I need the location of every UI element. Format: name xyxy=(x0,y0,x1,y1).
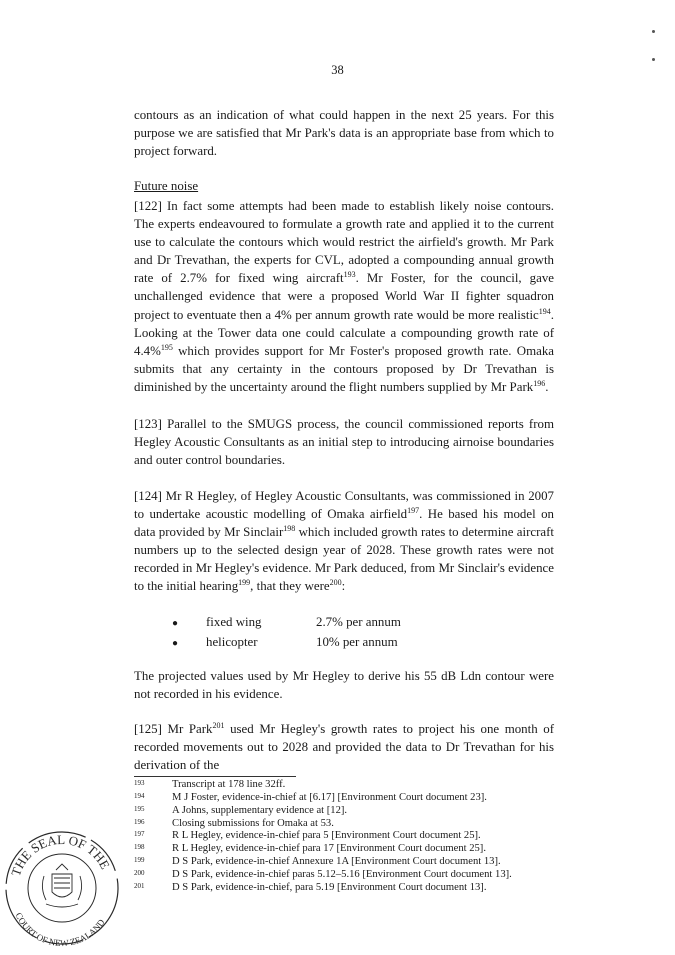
footnote-ref: 199 xyxy=(238,578,251,588)
footnote-text: R L Hegley, evidence-in-chief para 5 [Environment Court document 25]. xyxy=(172,830,481,842)
footnote-text: A Johns, supplementary evidence at [12]. xyxy=(172,804,348,816)
paragraph-intro: contours as an indication of what could happen in the next 25 years. For this purpose we are satisfied that Mr Park's data is an appropriate base from which to project forward. xyxy=(134,108,554,159)
footnote-number: 193 xyxy=(134,779,145,787)
paragraph-text: Mr R Hegley, of Hegley Acoustic Consultants, was commissioned in 2007 to undertake acoustic modelling of Omaka airfield xyxy=(134,489,554,522)
paragraph-number: [123] xyxy=(134,417,162,431)
paragraph-text: . xyxy=(545,379,549,394)
footnote xyxy=(134,856,554,869)
footnote-text: D S Park, evidence-in-chief Annexure 1A [Environment Court document 13]. xyxy=(172,856,501,868)
list-item-label: fixed wing xyxy=(206,615,262,629)
paragraph-projected: The projected values used by Mr Hegley to derive his 55 dB Ldn contour were not recorded in his evidence. xyxy=(134,669,554,702)
paragraph-number: [124] xyxy=(134,489,162,503)
footnote-ref: 194 xyxy=(538,306,551,316)
bullet-icon: ● xyxy=(172,638,179,649)
paragraph-number: [122] xyxy=(134,199,162,213)
footnote-ref: 201 xyxy=(212,721,225,730)
footnote xyxy=(134,779,554,792)
footnote xyxy=(134,818,554,831)
footnote-text: D S Park, evidence-in-chief paras 5.12–5.16 [Environment Court document 13]. xyxy=(172,868,512,880)
footnote xyxy=(134,805,554,818)
footnote xyxy=(134,843,554,856)
paragraph-text: : xyxy=(341,579,346,594)
paragraph-122 xyxy=(134,197,554,396)
footnote-ref: 196 xyxy=(533,378,546,388)
footnote-number: 196 xyxy=(134,817,145,826)
footnote-text: Closing submissions for Omaka at 53. xyxy=(172,817,334,829)
footnote-ref: 198 xyxy=(283,524,296,534)
paragraph-text: . Looking at the Tower data one could calculate a compounding growth rate of 4.4% xyxy=(134,307,554,358)
footnote-ref: 197 xyxy=(407,506,420,516)
paragraph-text: In fact some attempts had been made to establish likely noise contours. The experts endeavoured to formulate a growth rate and applied it to the current use to calculate the contours which would restrict the airfield's growth. Mr Park and Dr Trevathan, the experts for CVL, adopted a compounding annual growth rate of 2.7% for fixed wing aircraft xyxy=(134,199,554,286)
paragraph-text: used Mr Hegley's growth rates to project his one month of recorded movements out to 2028 and provided the data to Dr Trevathan for his derivation of the xyxy=(134,722,554,773)
footnote-number: 201 xyxy=(134,881,145,890)
paragraph-text: . He based his model on data provided by Mr Sinclair xyxy=(134,507,555,540)
footnote-text: D S Park, evidence-in-chief, para 5.19 [Environment Court document 13]. xyxy=(172,881,487,893)
paragraph-text: Parallel to the SMUGS process, the council commissioned reports from Hegley Acoustic Consultants as an initial step to introducing airnoise boundaries and outer control boundaries. xyxy=(134,417,554,468)
footnotes xyxy=(134,779,554,895)
growth-rate-list xyxy=(172,613,472,653)
paragraph-124 xyxy=(134,487,554,596)
section-heading-future-noise: Future noise xyxy=(134,179,199,193)
footnote-ref: 195 xyxy=(160,342,173,352)
footnote-number: 197 xyxy=(134,830,145,839)
footnote-number: 194 xyxy=(134,791,145,800)
footnote xyxy=(134,792,554,805)
footnote-text: Transcript at 178 line 32ff. xyxy=(172,779,286,790)
paragraph-text: which provides support for Mr Foster's proposed growth rate. Omaka submits that any certainty in the contours proposed by Dr Trevathan is diminished by the uncertainty around the flight numbers supplied by Mr Park xyxy=(134,343,554,394)
footnote-number: 195 xyxy=(134,804,145,813)
footnote xyxy=(134,830,554,843)
footnote-number: 198 xyxy=(134,843,145,852)
paragraph-text: which included growth rates to determine aircraft numbers up to the selected design year of 2028. These growth rates were not recorded in Mr Hegley's evidence. Mr Park deduced, from Mr Sinclair's evidence to the initial hearing xyxy=(134,525,554,594)
list-item-value: 10% per annum xyxy=(316,635,398,649)
footnote xyxy=(134,869,554,882)
list-item xyxy=(172,613,472,633)
paragraph-text: Mr Park xyxy=(161,722,213,736)
coat-of-arms-icon xyxy=(42,864,81,907)
seal-top-text: THE SEAL OF THE xyxy=(7,831,113,879)
footnote-ref: 193 xyxy=(343,270,356,280)
court-seal-stamp xyxy=(0,826,120,948)
footnote xyxy=(134,882,554,895)
seal-bottom-text: COURT OF NEW ZEALAND xyxy=(13,911,107,948)
footnote-number: 199 xyxy=(134,856,145,865)
footnote-text: M J Foster, evidence-in-chief at [6.17] [Environment Court document 23]. xyxy=(172,791,487,803)
scan-mark xyxy=(652,58,655,61)
paragraph-text: , that they were xyxy=(250,579,330,594)
list-item-value: 2.7% per annum xyxy=(316,615,401,629)
footnote-text: R L Hegley, evidence-in-chief para 17 [Environment Court document 25]. xyxy=(172,843,486,855)
bullet-icon: ● xyxy=(172,618,179,629)
paragraph-number: [125] xyxy=(134,722,162,736)
list-item-label: helicopter xyxy=(206,635,258,649)
footnote-ref: 200 xyxy=(329,578,342,588)
paragraph-text: . Mr Foster, for the council, gave unchallenged evidence that were a proposed World War II fighter squadron project to eventuate then a 4% per annum growth rate would be more realistic xyxy=(134,271,554,322)
list-item xyxy=(172,633,472,653)
page-number: 38 xyxy=(331,63,344,77)
footnote-number: 200 xyxy=(134,868,145,877)
paragraph-123 xyxy=(134,415,554,469)
paragraph-125 xyxy=(134,720,554,774)
scan-mark xyxy=(652,30,655,33)
